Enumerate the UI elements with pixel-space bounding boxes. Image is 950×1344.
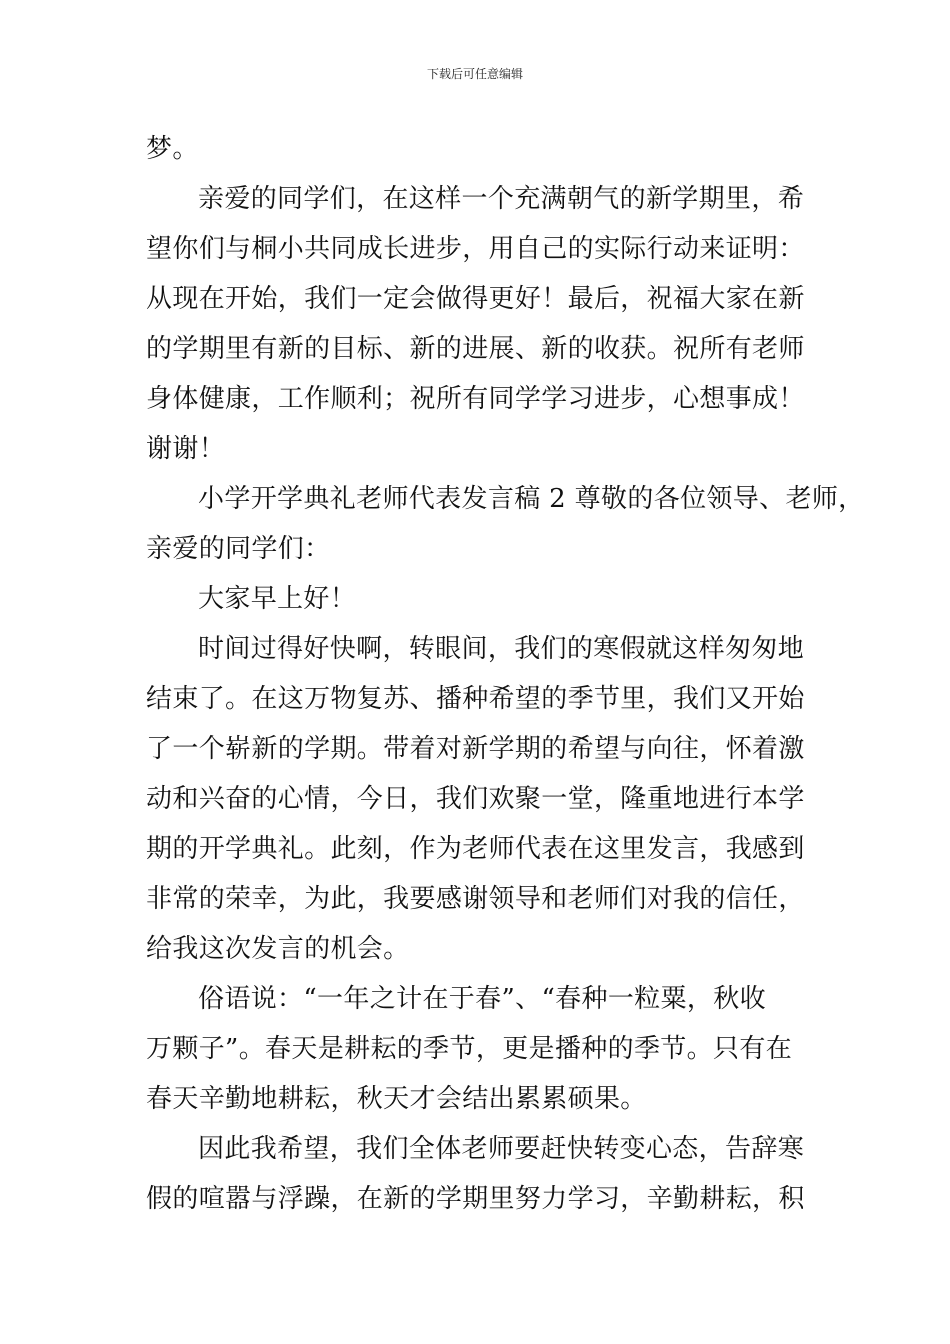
text-line: 期的开学典礼。此刻，作为老师代表在这里发言，我感到 xyxy=(146,834,805,864)
text-line: 万颗子”。春天是耕耘的季节，更是播种的季节。只有在 xyxy=(146,1034,793,1064)
text-line: 小学开学典礼老师代表发言稿 2 尊敬的各位领导、老师， xyxy=(198,484,865,514)
text-line: 时间过得好快啊，转眼间，我们的寒假就这样匆匆地 xyxy=(198,634,805,664)
text-line: 春天辛勤地耕耘，秋天才会结出累累硕果。 xyxy=(146,1084,647,1114)
text-line: 俗语说：“一年之计在于春”、“春种一粒粟，秋收 xyxy=(198,984,766,1014)
text-line: 身体健康，工作顺利；祝所有同学学习进步，心想事成！ xyxy=(146,384,805,414)
text-line: 非常的荣幸，为此，我要感谢领导和老师们对我的信任， xyxy=(146,884,805,914)
text-line: 给我这次发言的机会。 xyxy=(146,934,410,964)
page-header-note: 下载后可任意编辑 xyxy=(426,67,523,81)
text-line: 动和兴奋的心情，今日，我们欢聚一堂，隆重地进行本学 xyxy=(146,784,805,814)
text-line: 从现在开始，我们一定会做得更好！最后，祝福大家在新 xyxy=(146,284,805,314)
text-line: 大家早上好！ xyxy=(198,584,357,614)
text-line: 了一个崭新的学期。带着对新学期的希望与向往，怀着激 xyxy=(146,734,805,764)
text-line: 亲爱的同学们： xyxy=(146,534,331,564)
document-body xyxy=(146,124,865,1224)
text-line: 因此我希望，我们全体老师要赶快转变心态，告辞寒 xyxy=(198,1134,805,1164)
text-line: 结束了。在这万物复苏、播种希望的季节里，我们又开始 xyxy=(146,684,805,714)
text-line: 的学期里有新的目标、新的进展、新的收获。祝所有老师 xyxy=(146,334,805,364)
text-line: 谢谢！ xyxy=(146,434,226,464)
text-line: 望你们与桐小共同成长进步，用自己的实际行动来证明： xyxy=(146,234,805,264)
text-line: 亲爱的同学们，在这样一个充满朝气的新学期里，希 xyxy=(198,184,805,214)
text-line: 梦。 xyxy=(146,134,199,164)
text-line: 假的喧嚣与浮躁，在新的学期里努力学习，辛勤耕耘，积 xyxy=(146,1184,805,1214)
